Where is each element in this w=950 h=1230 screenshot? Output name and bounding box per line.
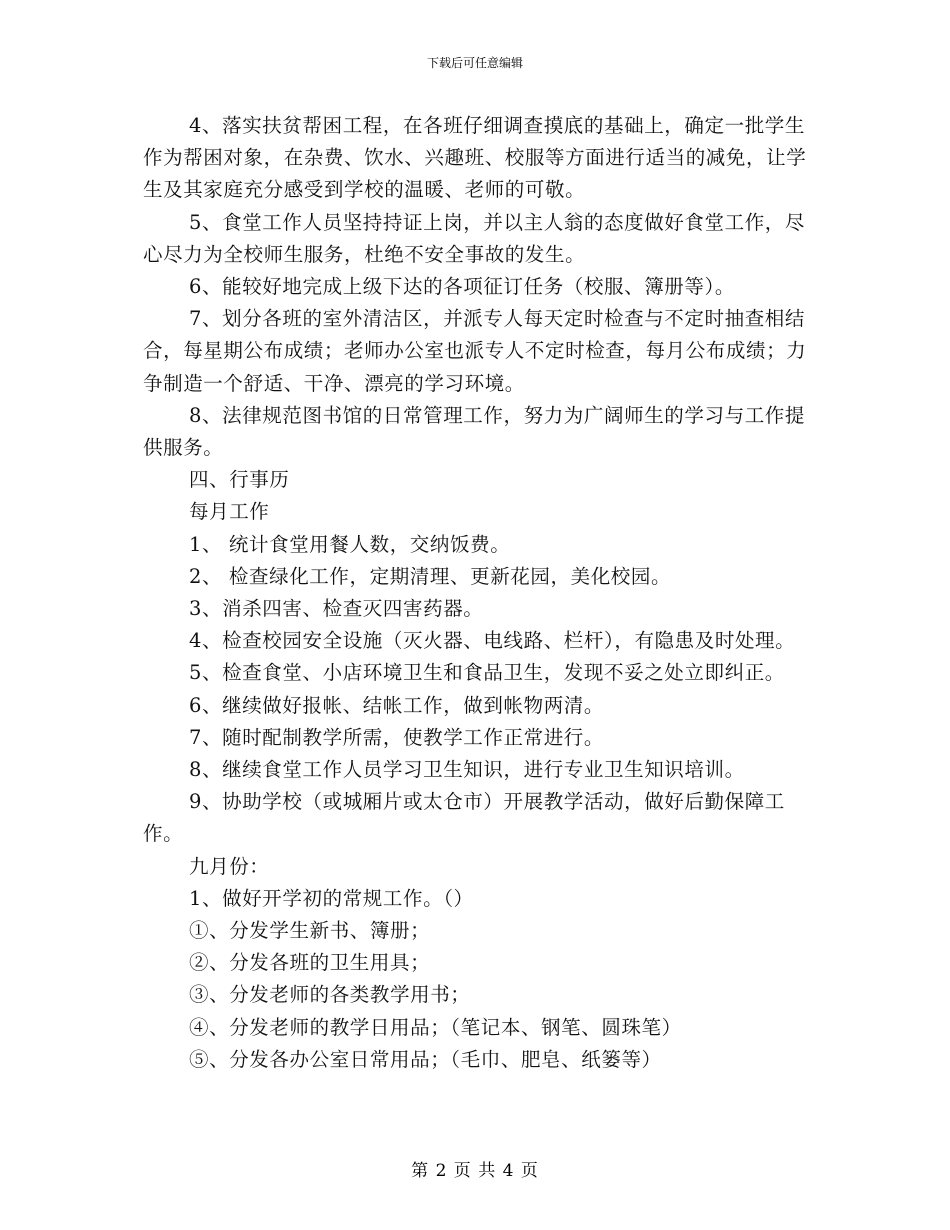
list-item: 3、消杀四害、检查灭四害药器。 bbox=[189, 597, 484, 621]
list-item: 1、做好开学初的常规工作。（） bbox=[189, 886, 474, 910]
paragraph-item-5-canteen-staff: 5、食堂工作人员坚持持证上岗，并以主人翁的态度做好食堂工作，尽心尽力为全校师生服务，杜绝不安全事故的发生。 bbox=[143, 210, 806, 266]
document-body bbox=[143, 110, 823, 1076]
paragraph-item-8-library: 8、法律规范图书馆的日常管理工作，努力为广阔师生的学习与工作提供服务。 bbox=[143, 403, 806, 460]
list-item: 4、检查校园安全设施（灭火器、电线路、栏杆），有隐患及时处理。 bbox=[189, 629, 796, 653]
list-item: 5、检查食堂、小店环境卫生和食品卫生，发现不妥之处立即纠正。 bbox=[189, 661, 785, 685]
page-header: 下载后可任意编辑 bbox=[426, 56, 523, 70]
list-item: 2、 检查绿化工作，定期清理、更新花园，美化校园。 bbox=[189, 564, 672, 588]
list-item: 9、协助学校（或城厢片或太仓市）开展教学活动，做好后勤保障工作。 bbox=[143, 790, 785, 846]
list-item: ③、分发老师的各类教学用书； bbox=[189, 983, 471, 1007]
list-item: 1、 统计食堂用餐人数，交纳饭费。 bbox=[189, 532, 511, 556]
section-heading-schedule: 四、行事历 bbox=[189, 468, 290, 492]
list-item: 6、继续做好报帐、结帐工作，做到帐物两清。 bbox=[189, 693, 605, 717]
page-footer: 第 2 页 共 4 页 bbox=[411, 1161, 539, 1181]
list-item: 8、继续食堂工作人员学习卫生知识，进行专业卫生知识培训。 bbox=[189, 758, 745, 782]
paragraph-item-7-cleaning-areas: 7、划分各班的室外清洁区，并派专人每天定时检查与不定时抽查相结合，每星期公布成绩；老师办公室也派专人不定时检查，每月公布成绩；力争制造一个舒适、干净、漂亮的学习环境。 bbox=[143, 307, 807, 395]
list-item: ②、分发各班的卫生用具； bbox=[189, 951, 431, 975]
subheading-september: 九月份： bbox=[189, 854, 270, 878]
paragraph-item-6-subscriptions: 6、能较好地完成上级下达的各项征订任务（校服、簿册等）。 bbox=[189, 275, 735, 299]
list-item: ④、分发老师的教学日用品；（笔记本、钢笔、圆珠笔） bbox=[189, 1015, 682, 1039]
paragraph-item-4-poverty-aid: 4、落实扶贫帮困工程，在各班仔细调查摸底的基础上，确定一批学生作为帮困对象，在杂费、饮水、兴趣班、校服等方面进行适当的减免，让学生及其家庭充分感受到学校的温暖、老师的可敬。 bbox=[143, 114, 807, 202]
list-item: ⑤、分发各办公室日常用品；（毛巾、肥皂、纸篓等） bbox=[189, 1047, 662, 1071]
subheading-monthly-work: 每月工作 bbox=[189, 500, 270, 524]
list-item: 7、随时配制教学所需，使教学工作正常进行。 bbox=[189, 725, 605, 749]
list-item: ①、分发学生新书、簿册； bbox=[189, 919, 431, 943]
